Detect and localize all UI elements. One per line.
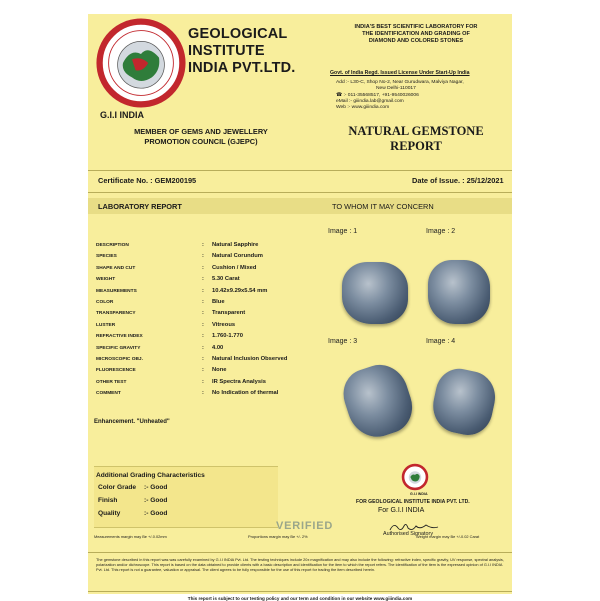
- property-value: 5.30 Carat: [212, 276, 240, 283]
- property-value: Natural Corundum: [212, 253, 263, 260]
- image-label: Image : 3: [328, 338, 358, 345]
- weight-margin: Weight margin may Be +/-0.02 Carat: [416, 534, 480, 539]
- gem-photo-2: [428, 260, 490, 324]
- property-row: [92, 345, 320, 356]
- property-sep: :: [202, 390, 204, 397]
- property-row: [92, 242, 320, 253]
- issue-date: Date of Issue. : 25/12/2021: [412, 176, 504, 185]
- gem-photo-1: [342, 262, 408, 324]
- lab-report-title: LABORATORY REPORT: [98, 202, 182, 211]
- property-sep: :: [202, 253, 204, 260]
- report-page: [88, 14, 512, 601]
- property-value: Natural Inclusion Observed: [212, 355, 288, 362]
- property-sep: :: [202, 298, 204, 305]
- property-key: TRANSPARENCY: [96, 311, 136, 317]
- gii-india-label: G.I.I INDIA: [100, 110, 145, 120]
- property-key: FLUORESCENCE: [96, 368, 136, 374]
- image-label: Image : 4: [426, 338, 456, 345]
- property-value: Natural Sapphire: [212, 242, 259, 248]
- property-row: [92, 299, 320, 310]
- grade-row: [98, 510, 168, 517]
- property-sep: :: [202, 355, 204, 362]
- property-sep: :: [202, 321, 204, 328]
- grade-value: :- Good: [144, 510, 168, 517]
- property-sep: :: [202, 378, 204, 385]
- grade-value: :- Good: [144, 497, 168, 504]
- property-value: 10.42x9.29x5.54 mm: [212, 287, 268, 294]
- property-value: None: [212, 367, 227, 374]
- image-label: Image : 2: [426, 228, 456, 235]
- measurement-margin: Measurements margin may Be +/-0.02mm: [94, 534, 167, 539]
- property-key: DESCRIPTION: [96, 243, 129, 248]
- enhancement-note: Enhancement. "Unheated": [94, 419, 170, 425]
- signatory-company: FOR GEOLOGICAL INSTITUTE INDIA PVT. LTD.: [356, 499, 470, 505]
- signatory-for: For G.I.I INDIA: [378, 507, 425, 514]
- property-row: [92, 390, 320, 401]
- grade-label: Finish: [98, 497, 118, 504]
- property-value: 4.00: [212, 344, 224, 351]
- divider: [88, 552, 512, 553]
- grade-label: Quality: [98, 510, 121, 517]
- property-sep: :: [202, 333, 204, 340]
- property-row: [92, 310, 320, 321]
- property-row: [92, 253, 320, 264]
- seal-caption: G.I.I INDIA: [410, 492, 428, 496]
- property-sep: :: [202, 264, 204, 271]
- property-key: OTHER TEST: [96, 379, 127, 385]
- property-value: IR Spectra Analysis: [212, 378, 266, 385]
- property-key: WEIGHT: [96, 277, 116, 283]
- gem-photo-4: [428, 364, 500, 439]
- property-key: SHAPE AND CUT: [96, 265, 136, 271]
- property-row: [92, 367, 320, 378]
- divider: [88, 192, 512, 193]
- property-row: [92, 276, 320, 287]
- institute-seal-small-icon: [402, 464, 428, 490]
- grade-label: Color Grade: [98, 484, 137, 491]
- disclaimer-note: The gemstone described in this report was was carefully examined by G.I.I INDIA Pvt. Ltd. The testing techniques include 20x magnification and may also include the following: refractive index, specific gravity, UV response, spectral analysis, polarization and/or dichroscope. This report is based on the data obtained to provide clients with a basic description and identification for the item to which the report refers. The identification of the item is the expressed opinion of G.I.I INDIA Pvt. Ltd. This report is not a guarantee, valuation or appraisal. The client agrees to be fully responsible for the use of this report for trading the item described herein.: [96, 558, 504, 573]
- property-value: Blue: [212, 298, 225, 305]
- property-sep: :: [202, 276, 204, 283]
- property-key: SPECIFIC GRAVITY: [96, 345, 141, 351]
- report-title: NATURAL GEMSTONE REPORT: [348, 124, 484, 153]
- grade-value: :- Good: [144, 484, 168, 491]
- property-value: No Indication of thermal: [212, 390, 279, 397]
- authorised-signatory: Authorised Signatory: [383, 531, 434, 537]
- property-key: SPECIES: [96, 254, 117, 260]
- institute-name: GEOLOGICAL INSTITUTE INDIA PVT.LTD.: [188, 26, 296, 76]
- property-value: Cushion / Mixed: [212, 264, 257, 271]
- property-row: [92, 265, 320, 276]
- property-value: 1.760-1.770: [212, 333, 243, 340]
- property-key: MEASUREMENTS: [96, 288, 137, 294]
- membership-text: MEMBER OF GEMS AND JEWELLERY PROMOTION COUNCIL (GJEPC): [134, 127, 268, 146]
- property-row: [92, 379, 320, 390]
- institute-seal-icon: [96, 18, 186, 108]
- svg-text:★: ★: [138, 23, 144, 31]
- property-row: [92, 333, 320, 344]
- divider: [88, 170, 512, 171]
- property-row: [92, 322, 320, 333]
- gem-image-2: [426, 228, 518, 235]
- property-sep: :: [202, 310, 204, 317]
- additional-grading-title: Additional Grading Characteristics: [96, 472, 205, 479]
- property-key: LUSTER: [96, 322, 116, 328]
- property-value: Vitreous: [212, 321, 236, 328]
- gem-photo-3: [337, 358, 419, 444]
- verified-stamp: VERIFIED: [276, 520, 334, 532]
- certificate-number: Certificate No. : GEM200195: [98, 176, 197, 185]
- tagline: INDIA'S BEST SCIENTIFIC LABORATORY FOR THE IDENTIFICATION AND GRADING OF DIAMOND AND COLORED STONES: [354, 24, 478, 44]
- property-row: [92, 288, 320, 299]
- property-sep: :: [202, 242, 204, 248]
- gem-image-3: [328, 338, 420, 345]
- gem-image-4: [426, 338, 518, 345]
- property-key: MICROSCOPIC OBJ.: [96, 356, 143, 362]
- grade-row: [98, 484, 168, 491]
- property-key: COLOR: [96, 299, 114, 305]
- contact-address: Add :- L30-C, Shop No-2, Near Gurudwara, Malviya Nagar, New Delhi-110017 ☎ :- 011-35568517, +91-9540026006 eMail :- giiindia.lab@gmail.com Web :- www.giiindia.com: [336, 80, 464, 111]
- property-row: [92, 356, 320, 367]
- image-label: Image : 1: [328, 228, 358, 235]
- addressee: TO WHOM IT MAY CONCERN: [332, 202, 434, 211]
- govt-registration: Govt. of India Regd. Issued License Under Start-Up India: [330, 70, 470, 76]
- property-sep: :: [202, 344, 204, 351]
- properties-table: [92, 242, 320, 401]
- property-sep: :: [202, 287, 204, 294]
- property-key: COMMENT: [96, 391, 121, 397]
- property-key: REFRACTIVE INDEX: [96, 334, 143, 340]
- divider: [88, 591, 512, 592]
- report-header: [88, 14, 512, 170]
- proportion-margin: Proportions margin may Be +/- 2%: [248, 534, 308, 539]
- property-value: Transparent: [212, 310, 246, 317]
- property-sep: :: [202, 367, 204, 374]
- gem-image-1: [328, 228, 420, 235]
- policy-note: This report is subject to our testing policy and our term and condition in our website www.giiindia.com: [187, 596, 413, 601]
- grade-row: [98, 497, 168, 504]
